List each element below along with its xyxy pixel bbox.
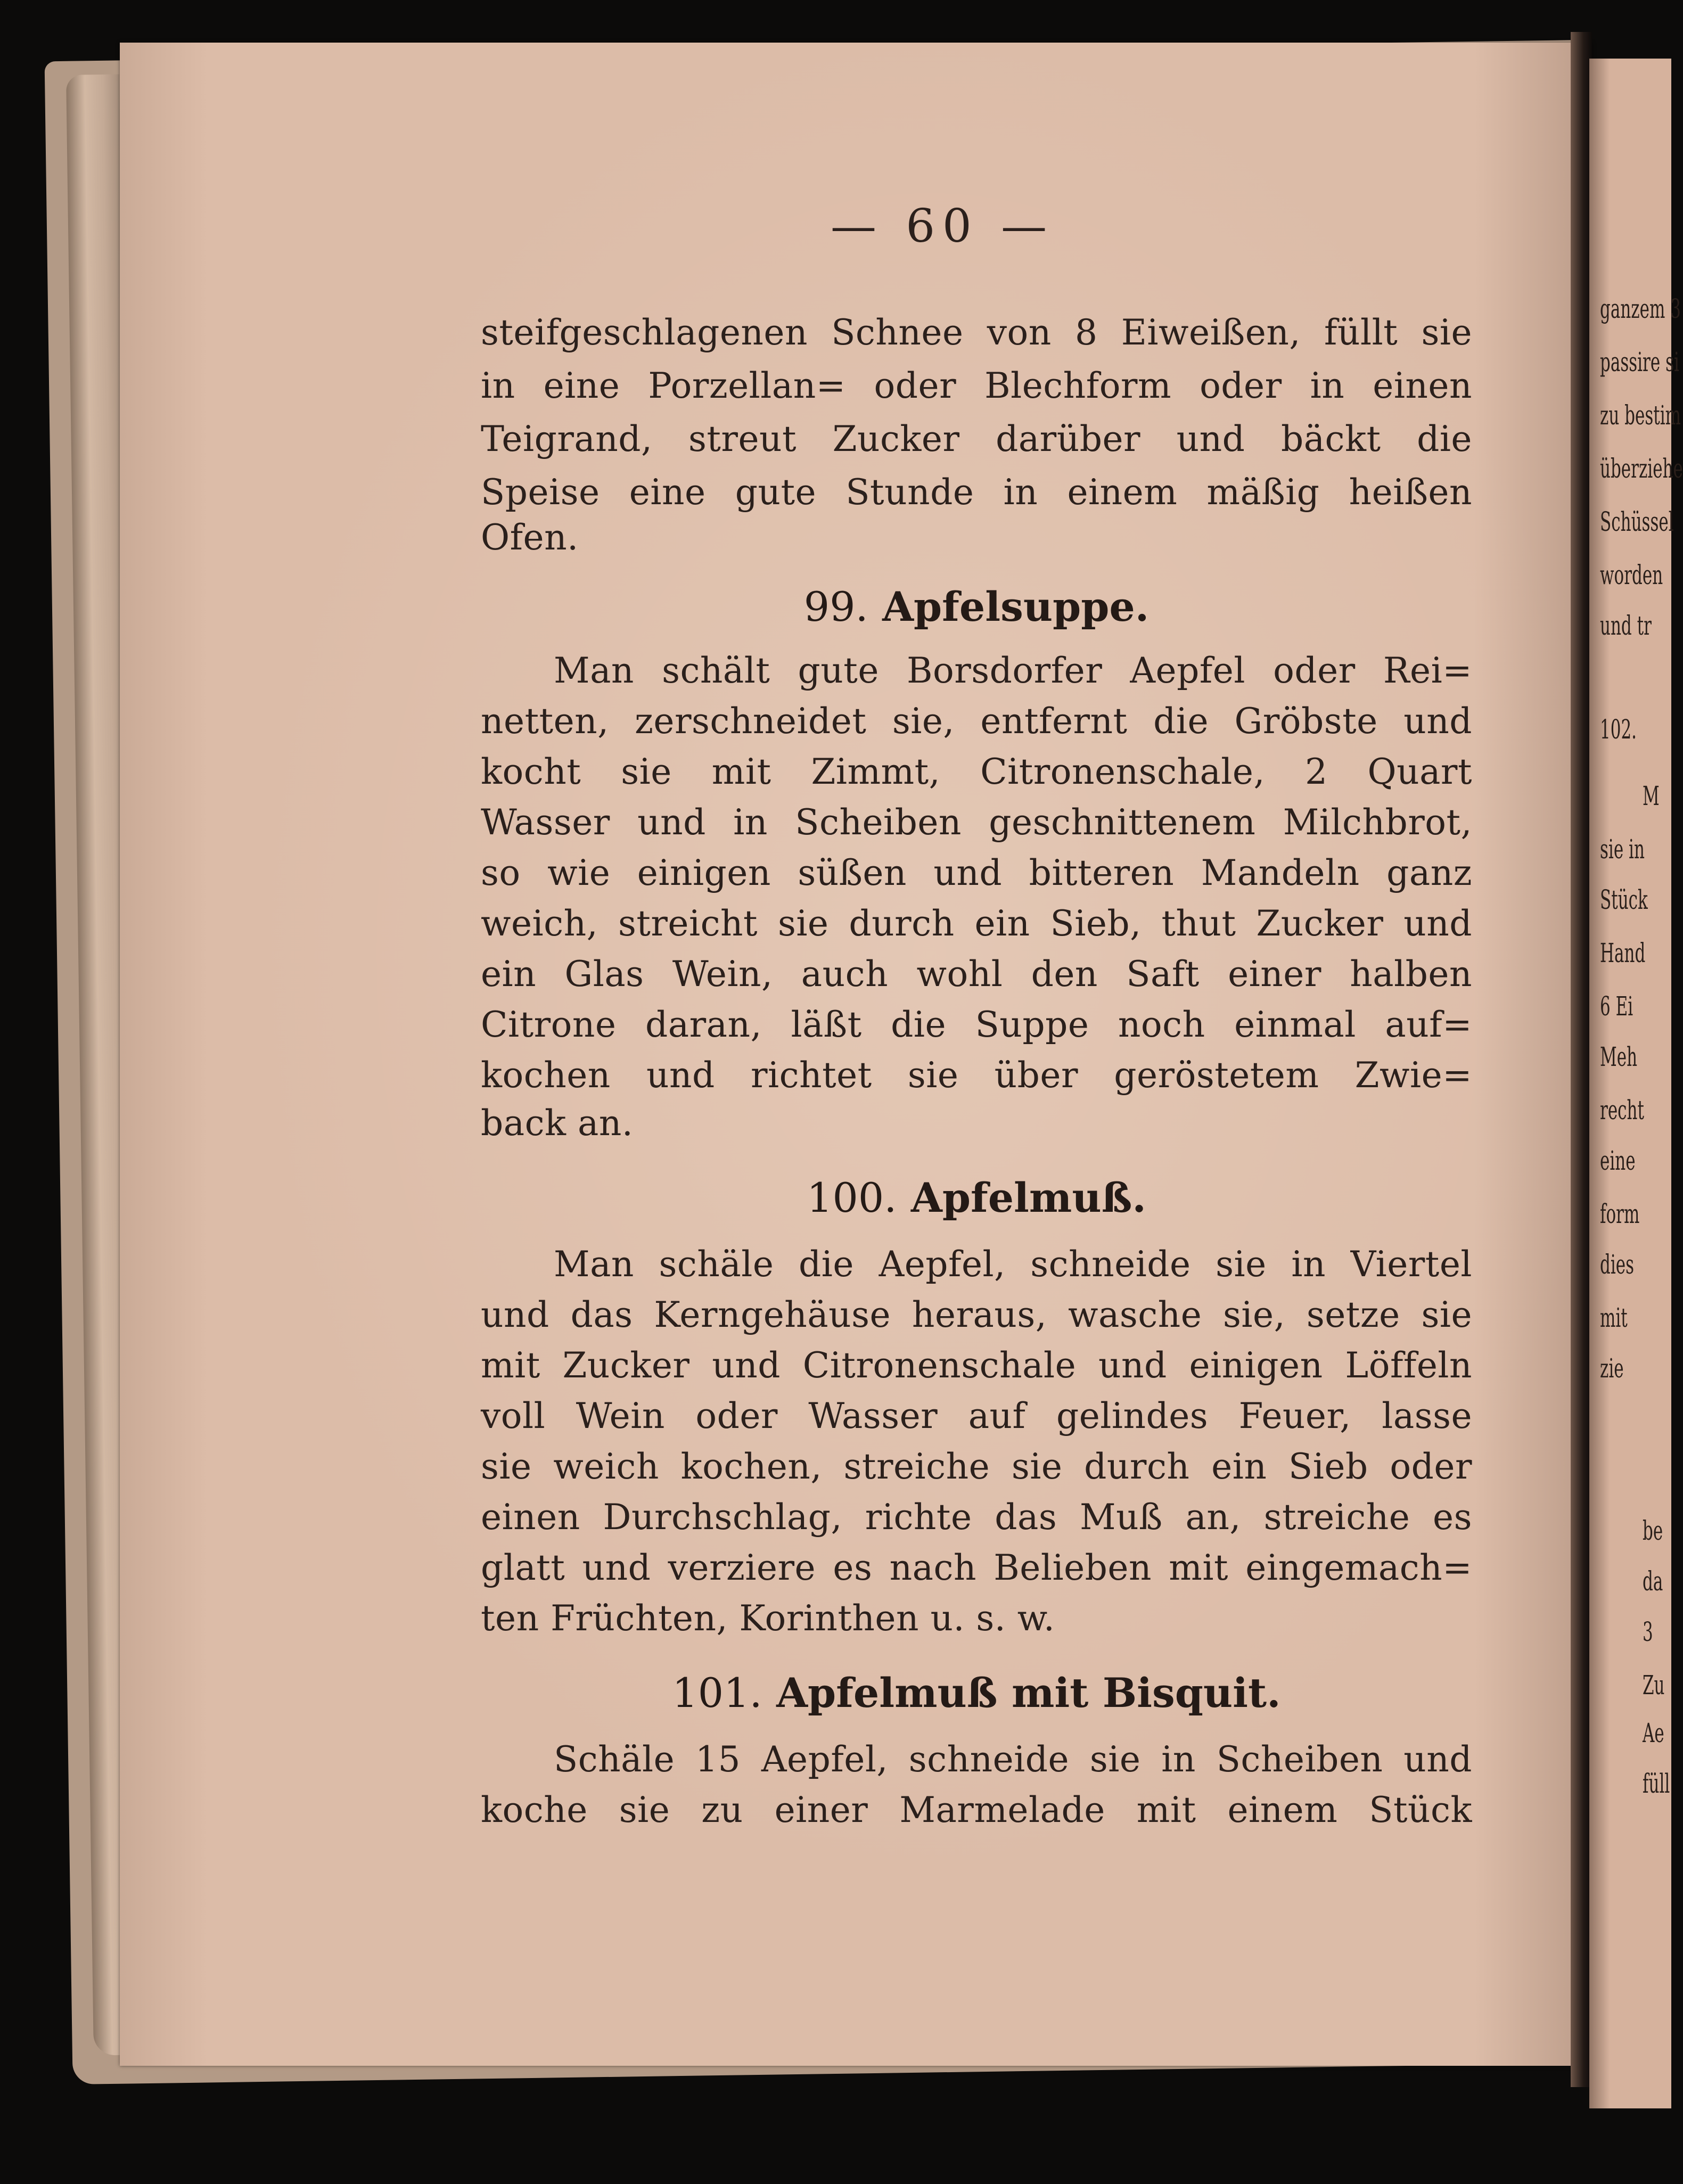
facing-line: Schüssel bbox=[1600, 506, 1674, 537]
facing-line: eine bbox=[1600, 1145, 1636, 1176]
text-line: Man schäle die Aepfel, schneide sie in Viertel bbox=[554, 1244, 1472, 1285]
facing-line: 102. bbox=[1600, 714, 1637, 745]
text-line: voll Wein oder Wasser auf gelindes Feuer, lasse bbox=[481, 1395, 1472, 1436]
recipe-title: Apfelmuß mit Bisquit. bbox=[776, 1669, 1281, 1717]
recipe-number: 101. bbox=[672, 1669, 762, 1717]
text-line: Wasser und in Scheiben geschnittenem Milchbrot, bbox=[481, 802, 1472, 843]
facing-line: da bbox=[1643, 1566, 1663, 1597]
facing-line: 3 bbox=[1643, 1616, 1653, 1647]
facing-line: Ae bbox=[1643, 1718, 1664, 1748]
facing-line: recht bbox=[1600, 1095, 1644, 1126]
text-line: Schäle 15 Aepfel, schneide sie in Scheiben und bbox=[554, 1739, 1472, 1780]
text-line: mit Zucker und Citronenschale und einigen Löffeln bbox=[481, 1345, 1472, 1386]
facing-line: form bbox=[1600, 1198, 1640, 1229]
text-line: ten Früchten, Korinthen u. s. w. bbox=[481, 1598, 1055, 1639]
recipe-number: 99. bbox=[803, 583, 868, 630]
facing-line: Zu bbox=[1643, 1670, 1665, 1701]
text-line: einen Durchschlag, richte das Muß an, streiche es bbox=[481, 1497, 1472, 1538]
facing-line: ganzem 3 bbox=[1600, 293, 1681, 324]
text-line: in eine Porzellan= oder Blechform oder in einen bbox=[481, 365, 1472, 406]
text-line: Ofen. bbox=[481, 517, 579, 558]
facing-line: dies bbox=[1600, 1249, 1635, 1280]
text-line: kocht sie mit Zimmt, Citronenschale, 2 Quart bbox=[481, 751, 1472, 792]
facing-line: Meh bbox=[1600, 1041, 1638, 1072]
recipe-heading bbox=[481, 1666, 1472, 1720]
text-line: Man schält gute Borsdorfer Aepfel oder Rei= bbox=[554, 650, 1472, 691]
text-line: steifgeschlagenen Schnee von 8 Eiweißen, füllt sie bbox=[481, 312, 1472, 353]
facing-line: passire si bbox=[1600, 347, 1679, 377]
recipe-title: Apfelmuß. bbox=[910, 1174, 1146, 1221]
recipe-number: 100. bbox=[807, 1174, 897, 1221]
recipe-heading bbox=[481, 1171, 1472, 1225]
facing-line: M bbox=[1643, 781, 1660, 811]
facing-line: worden bbox=[1600, 560, 1663, 590]
text-line: Teigrand, streut Zucker darüber und bäckt die bbox=[481, 418, 1472, 459]
facing-line: überziehe bbox=[1600, 453, 1683, 484]
text-line: so wie einigen süßen und bitteren Mandeln ganz bbox=[481, 852, 1472, 893]
text-line: netten, zerschneidet sie, entfernt die Gröbste und bbox=[481, 701, 1472, 742]
recipe-heading bbox=[481, 580, 1472, 634]
text-line: koche sie zu einer Marmelade mit einem Stück bbox=[481, 1789, 1472, 1830]
text-line: ein Glas Wein, auch wohl den Saft einer halben bbox=[481, 954, 1472, 995]
facing-line: Stück bbox=[1600, 884, 1648, 915]
text-line: back an. bbox=[481, 1103, 634, 1144]
facing-line: Hand bbox=[1600, 938, 1646, 968]
facing-line: und tr bbox=[1600, 610, 1652, 641]
facing-line: füll bbox=[1643, 1768, 1670, 1799]
text-line: Speise eine gute Stunde in einem mäßig heißen bbox=[481, 472, 1472, 513]
recipe-title: Apfelsuppe. bbox=[882, 583, 1150, 630]
text-line: glatt und verziere es nach Belieben mit eingemach= bbox=[481, 1547, 1472, 1588]
facing-line: be bbox=[1643, 1515, 1663, 1546]
text-line: und das Kerngehäuse heraus, wasche sie, setze sie bbox=[481, 1294, 1472, 1335]
text-line: kochen und richtet sie über geröstetem Zwie= bbox=[481, 1055, 1472, 1096]
book-gutter bbox=[1571, 32, 1592, 2087]
text-line: sie weich kochen, streiche sie durch ein Sieb oder bbox=[481, 1446, 1472, 1487]
page-number: — 60 — bbox=[831, 200, 1055, 253]
facing-line: mit bbox=[1600, 1302, 1628, 1333]
text-line: Citrone daran, läßt die Suppe noch einmal auf= bbox=[481, 1004, 1472, 1045]
facing-line: 6 Ei bbox=[1600, 991, 1633, 1022]
facing-line: sie in bbox=[1600, 834, 1645, 865]
text-line: weich, streicht sie durch ein Sieb, thut Zucker und bbox=[481, 903, 1472, 944]
facing-line: zu bestim bbox=[1600, 400, 1681, 431]
facing-line: zie bbox=[1600, 1353, 1624, 1384]
